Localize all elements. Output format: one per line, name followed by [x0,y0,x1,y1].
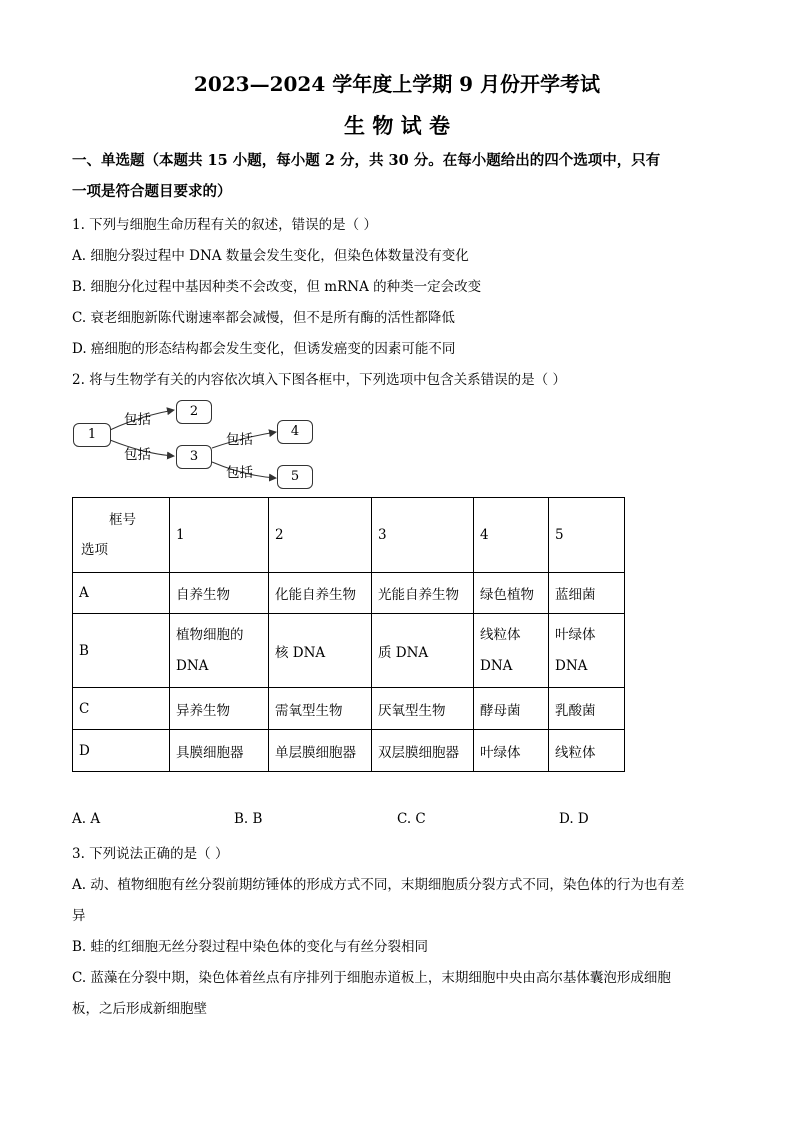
table-row-key: B [73,614,170,688]
diagram-label-include-2: 包括 [124,447,151,463]
table-col-header: 2 [269,498,372,573]
q3-option-a-line2: 异 [72,908,86,924]
cell-line: DNA [176,657,209,674]
table-cell: 蓝细菌 [549,573,625,614]
table-row [73,614,625,688]
table-cell: 叶绿体 [474,730,549,772]
q3-option-b: B. 蛙的红细胞无丝分裂过程中染色体的变化与有丝分裂相同 [72,939,429,955]
q3-option-a-line1: A. 动、植物细胞有丝分裂前期纺锤体的形成方式不同，末期细胞质分裂方式不同，染色体的行为也有差 [72,877,685,893]
diagram-box-1: 1 [73,423,111,447]
table-corner-cell [73,498,170,573]
q1-option-a: A. 细胞分裂过程中 DNA 数量会发生变化，但染色体数量没有变化 [72,248,469,264]
table-cell [170,614,269,688]
diagram-label-include-3: 包括 [226,432,253,448]
table-cell [549,614,625,688]
table-cell [474,614,549,688]
table-cell: 乳酸菌 [549,688,625,730]
cell-line: DNA [480,657,513,674]
table-row-key: A [73,573,170,614]
q2-answer-a: A. A [72,811,101,827]
header-option-label: 选项 [81,542,108,558]
diagram-box-5: 5 [277,465,313,489]
table-cell: 自养生物 [170,573,269,614]
q1-stem: 1. 下列与细胞生命历程有关的叙述，错误的是（ ） [72,217,377,233]
table-cell: 线粒体 [549,730,625,772]
cell-line: 植物细胞的 [176,626,244,643]
table-cell: 核 DNA [269,614,372,688]
exam-subtitle: 生 物 试 卷 [344,113,450,138]
table-header-row [73,498,625,573]
table-cell: 绿色植物 [474,573,549,614]
table-row-key: D [73,730,170,772]
table-cell: 厌氧型生物 [372,688,474,730]
q3-stem: 3. 下列说法正确的是（ ） [72,846,229,862]
q1-option-d: D. 癌细胞的形态结构都会发生变化，但诱发癌变的因素可能不同 [72,341,456,357]
table-row [73,730,625,772]
diagram-box-3: 3 [176,445,212,469]
q1-option-b: B. 细胞分化过程中基因种类不会改变，但 mRNA 的种类一定会改变 [72,279,482,295]
diagram-box-2: 2 [176,400,212,424]
q2-answer-d: D. D [559,811,589,827]
table-cell: 需氧型生物 [269,688,372,730]
section-heading-line2: 一项是符合题目要求的） [72,183,232,200]
table-col-header: 4 [474,498,549,573]
section-heading-line1: 一、单选题（本题共 15 小题，每小题 2 分，共 30 分。在每小题给出的四个选项中，只有 [72,152,661,169]
options-table [72,497,625,772]
exam-title: 2023—2024 学年度上学期 9 月份开学考试 [193,72,601,96]
diagram-label-include-4: 包括 [226,465,253,481]
q1-option-c: C. 衰老细胞新陈代谢速率都会减慢，但不是所有酶的活性都降低 [72,310,455,326]
cell-line: DNA [555,657,588,674]
table-row [73,573,625,614]
table-row-key: C [73,688,170,730]
q3-option-c-line2: 板，之后形成新细胞壁 [72,1001,207,1017]
table-cell: 具膜细胞器 [170,730,269,772]
table-cell: 质 DNA [372,614,474,688]
table-cell: 异养生物 [170,688,269,730]
table-cell: 酵母菌 [474,688,549,730]
q3-option-c-line1: C. 蓝藻在分裂中期，染色体着丝点有序排列于细胞赤道板上，末期细胞中央由高尔基体囊泡形成细胞 [72,970,671,986]
table-cell: 化能自养生物 [269,573,372,614]
table-row [73,688,625,730]
table-cell: 双层膜细胞器 [372,730,474,772]
table-col-header: 1 [170,498,269,573]
table-col-header: 3 [372,498,474,573]
header-frame-label: 框号 [109,512,136,528]
diagram-box-4: 4 [277,420,313,444]
q2-answer-c: C. C [397,811,426,827]
table-col-header: 5 [549,498,625,573]
table-cell: 光能自养生物 [372,573,474,614]
q2-stem: 2. 将与生物学有关的内容依次填入下图各框中，下列选项中包含关系错误的是（ ） [72,372,566,388]
cell-line: 叶绿体 [555,626,596,643]
table-cell: 单层膜细胞器 [269,730,372,772]
cell-line: 线粒体 [480,626,521,643]
q2-answer-b: B. B [234,811,263,827]
diagram-label-include-1: 包括 [124,412,151,428]
